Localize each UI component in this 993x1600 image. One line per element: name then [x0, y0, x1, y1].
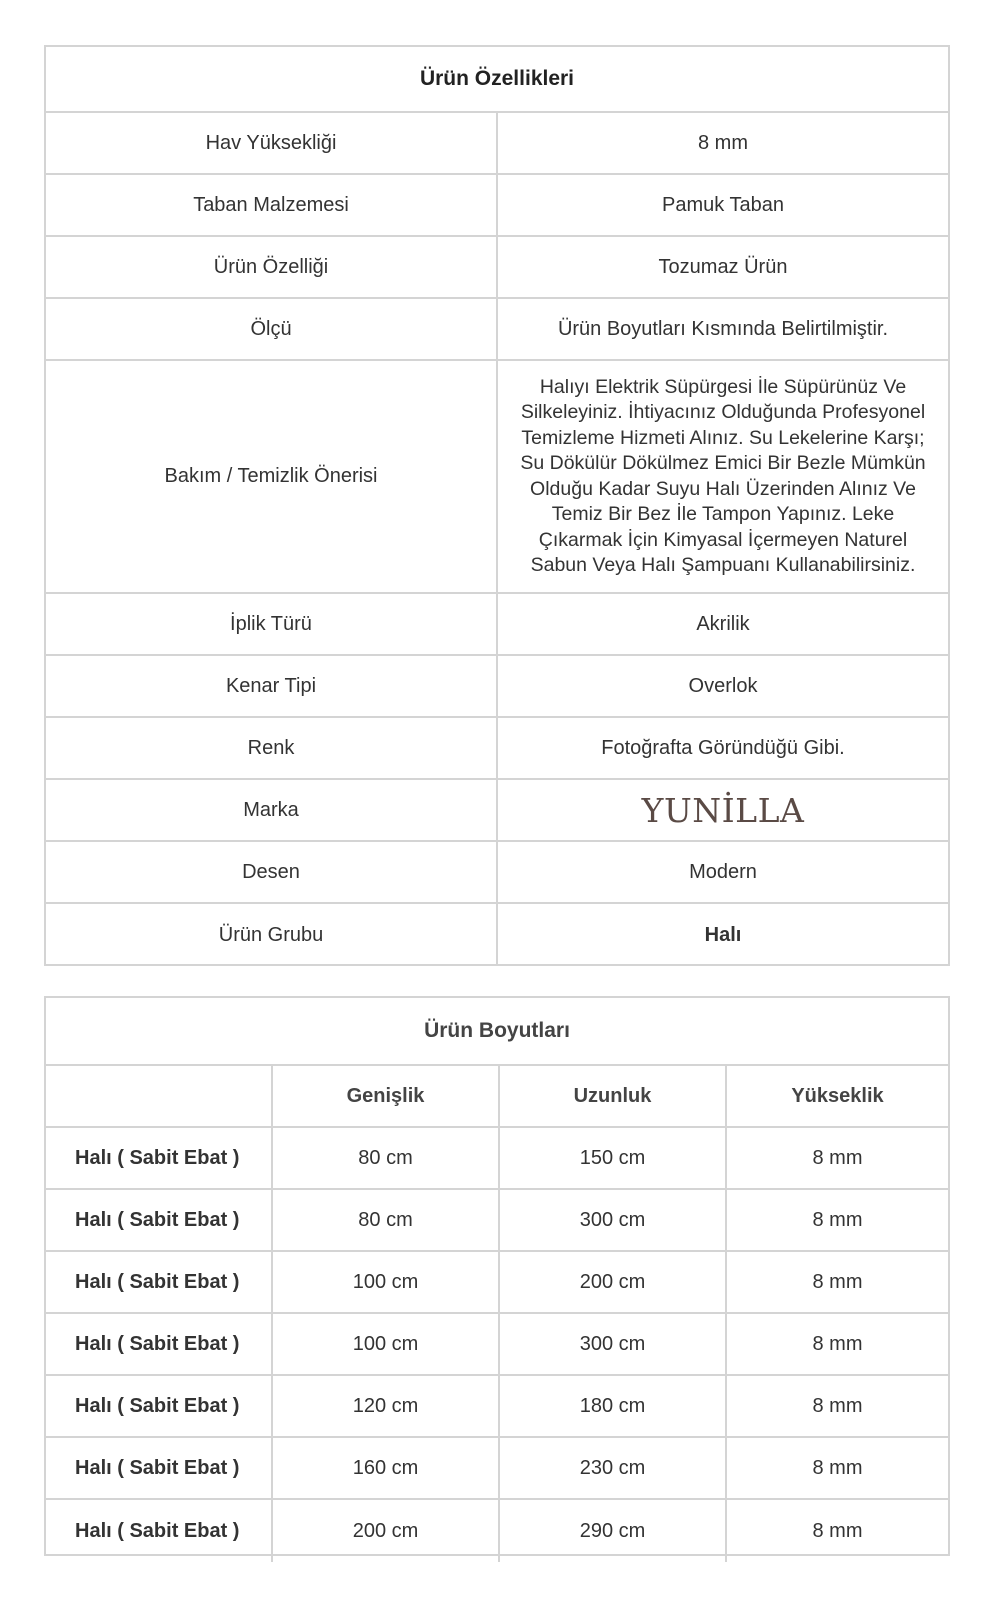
feature-key: Ölçü [46, 299, 498, 359]
feature-row [46, 780, 948, 842]
features-table [44, 45, 950, 966]
feature-key: Marka [46, 780, 498, 840]
column-header-width: Genişlik [273, 1066, 500, 1126]
column-header [46, 1066, 273, 1126]
length-cell: 230 cm [500, 1438, 727, 1498]
feature-row [46, 113, 948, 175]
height-cell: 8 mm [812, 1519, 863, 1542]
width-cell: 80 cm [273, 1190, 500, 1250]
width-cell: 100 cm [273, 1252, 500, 1312]
table-row [46, 1500, 948, 1562]
table-row [46, 1252, 948, 1314]
features-title: Ürün Özellikleri [46, 47, 948, 113]
length-cell: 300 cm [500, 1314, 727, 1374]
product-type-cell: Halı ( Sabit Ebat ) [46, 1500, 273, 1562]
product-type-cell: Halı ( Sabit Ebat ) [46, 1438, 273, 1498]
feature-value: 8 mm [698, 131, 748, 154]
feature-row [46, 237, 948, 299]
height-cell: 8 mm [812, 1394, 863, 1417]
height-cell: 8 mm [812, 1146, 863, 1169]
width-cell: 80 cm [273, 1128, 500, 1188]
feature-value: Overlok [688, 674, 758, 697]
product-type-cell: Halı ( Sabit Ebat ) [46, 1252, 273, 1312]
feature-value: Ürün Boyutları Kısmında Belirtilmiştir. [557, 317, 889, 340]
length-cell: 150 cm [500, 1128, 727, 1188]
feature-value: Tozumaz Ürün [658, 255, 788, 278]
feature-key: Desen [46, 842, 498, 902]
feature-row [46, 299, 948, 361]
feature-value: Akrilik [696, 612, 750, 635]
feature-key: Hav Yüksekliği [46, 113, 498, 173]
feature-row [46, 718, 948, 780]
table-row [46, 1314, 948, 1376]
length-cell: 180 cm [500, 1376, 727, 1436]
feature-row [46, 594, 948, 656]
feature-key: Kenar Tipi [46, 656, 498, 716]
feature-key: Taban Malzemesi [46, 175, 498, 235]
table-row [46, 1438, 948, 1500]
width-cell: 120 cm [273, 1376, 500, 1436]
product-type-cell: Halı ( Sabit Ebat ) [46, 1376, 273, 1436]
feature-row [46, 175, 948, 237]
height-cell: 8 mm [812, 1270, 863, 1293]
product-type-cell: Halı ( Sabit Ebat ) [46, 1190, 273, 1250]
feature-value: Halı [704, 923, 742, 946]
feature-value: Fotoğrafta Göründüğü Gibi. [601, 736, 845, 759]
feature-key: Ürün Özelliği [46, 237, 498, 297]
height-cell: 8 mm [812, 1332, 863, 1355]
length-cell: 290 cm [500, 1500, 727, 1562]
feature-value: Pamuk Taban [662, 193, 784, 216]
table-row [46, 1376, 948, 1438]
product-type-cell: Halı ( Sabit Ebat ) [46, 1314, 273, 1374]
column-header-length: Uzunluk [500, 1066, 727, 1126]
feature-row [46, 904, 948, 966]
feature-key: Renk [46, 718, 498, 778]
care-instructions: Halıyı Elektrik Süpürgesi İle Süpürünüz Ve Silkeleyiniz. İhtiyacınız Olduğunda Profesyonel Temizleme Hizmeti Alınız. Su Lekelerine Karşı; Su Dökülür Dökülmez Emici Bir Bezle Mümkün Olduğu Kadar Suyu Halı Üzerinden Alınız Ve Temiz Bir Bez İle Tampon Yapınız. Leke Çıkarmak İçin Kimyasal İçermeyen Naturel Sabun Veya Halı Şampuanı Kullanabilirsiniz. [520, 375, 926, 576]
feature-key: Ürün Grubu [46, 904, 498, 966]
feature-key: İplik Türü [46, 594, 498, 654]
feature-key: Bakım / Temizlik Önerisi [46, 361, 498, 592]
height-cell: 8 mm [812, 1208, 863, 1231]
column-header-height: Yükseklik [791, 1084, 884, 1107]
dimensions-header-row [46, 1066, 948, 1128]
height-cell: 8 mm [812, 1456, 863, 1479]
length-cell: 300 cm [500, 1190, 727, 1250]
feature-row [46, 842, 948, 904]
dimensions-table [44, 996, 950, 1556]
width-cell: 160 cm [273, 1438, 500, 1498]
feature-row [46, 656, 948, 718]
table-row [46, 1128, 948, 1190]
brand-logo: YUNİLLA [641, 790, 805, 830]
length-cell: 200 cm [500, 1252, 727, 1312]
width-cell: 200 cm [273, 1500, 500, 1562]
width-cell: 100 cm [273, 1314, 500, 1374]
table-row [46, 1190, 948, 1252]
feature-row [46, 361, 948, 594]
dimensions-title: Ürün Boyutları [46, 998, 948, 1066]
feature-value: Modern [689, 860, 757, 883]
product-type-cell: Halı ( Sabit Ebat ) [46, 1128, 273, 1188]
